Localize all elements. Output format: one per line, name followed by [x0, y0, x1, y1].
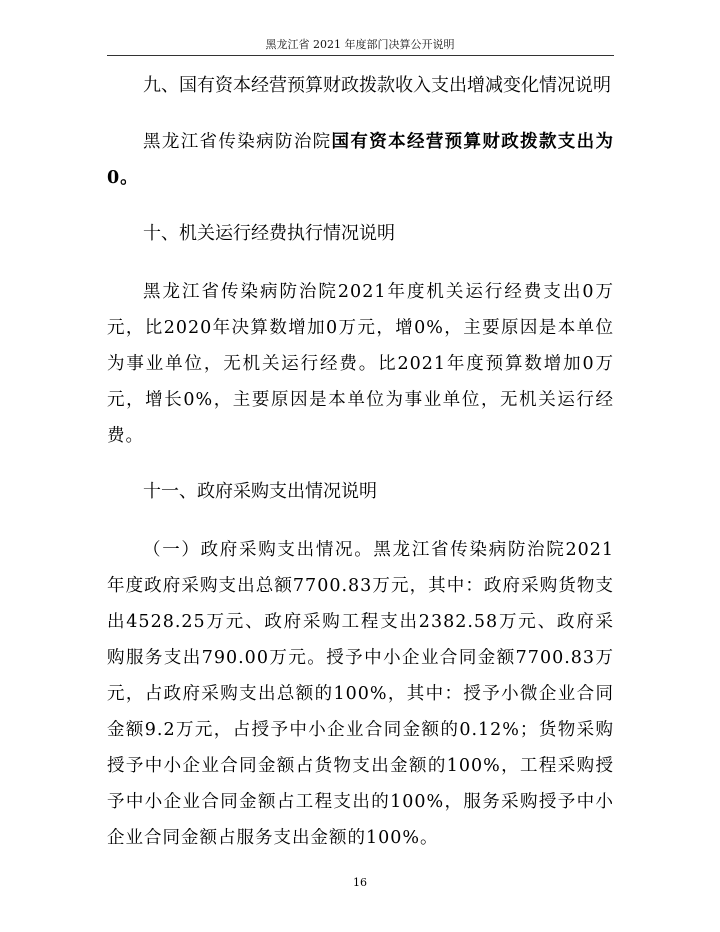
- section-9-heading: 九、国有资本经营预算财政拨款收入支出增减变化情况说明: [143, 75, 611, 96]
- header-divider: [107, 55, 614, 56]
- section-9-paragraph-bold: 国有资本经营预算财政拨款支出为 0。: [107, 132, 615, 188]
- section-11-paragraph: （一）政府采购支出情况。黑龙江省传染病防治院2021年度政府采购支出总额7700.83万元，其中：政府采购货物支出4528.25万元、政府采购工程支出2382.58万元、政府采购服务支出790.00万元。授予中小企业合同金额7700.83万元，占政府采购支出总额的100%，其中：授予小微企业合同金额9.2万元，占授予中小企业合同金额的0.12%；货物采购授予中小企业合同金额占货物支出金额的100%，工程采购授予中小企业合同金额占工程支出的100%，服务采购授予中小企业合同金额占服务支出金额的100%。: [107, 540, 614, 848]
- section-9-paragraph-prefix: 黑龙江省传染病防治院: [143, 132, 332, 152]
- section-9-paragraph: [107, 124, 614, 196]
- page-header: 黑龙江省 2021 年度部门决算公开说明: [265, 38, 455, 51]
- section-10-heading: 十、机关运行经费执行情况说明: [143, 223, 395, 244]
- section-11-heading: 十一、政府采购支出情况说明: [143, 481, 377, 502]
- document-body: [107, 66, 614, 856]
- section-10-paragraph: 黑龙江省传染病防治院2021年度机关运行经费支出0万元，比2020年决算数增加0万元，增0%，主要原因是本单位为事业单位，无机关运行经费。比2021年度预算数增加0万元，增长0%，主要原因是本单位为事业单位，无机关运行经费。: [107, 282, 614, 446]
- page-number: 16: [353, 876, 367, 889]
